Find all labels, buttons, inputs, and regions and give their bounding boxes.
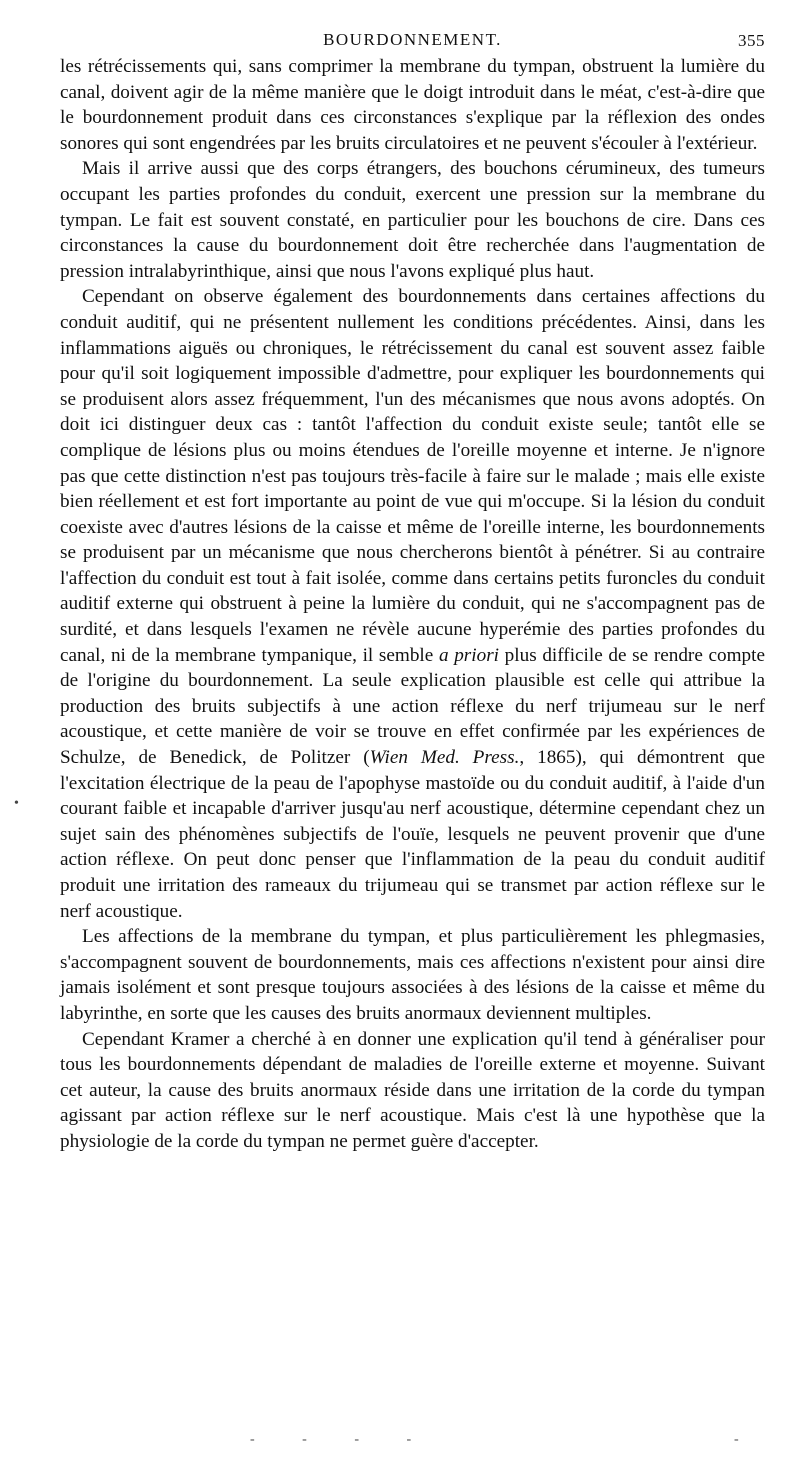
paragraph-3-part-c: , 1865), qui démontrent que l'excitation électrique de la peau de l'apophyse mastoïde ou du conduit auditif, à l'aide d'un courant faible et incapable d'arriver jusqu'au nerf acoustique, détermine cependant chez un sujet sain des phénomènes subjectifs de l'ouïe, lesquels ne peuvent provenir que d'une action réflexe. On peut donc penser que l'inflammation de la peau du conduit auditif produit une irritation des rameaux du trijumeau qui se transmet par action réflexe sur le nerf acoustique. xyxy=(60,747,765,922)
paragraph-4: Les affections de la membrane du tympan, et plus particulièrement les phlegmasies, s'accompagnent souvent de bourdonnements, mais ces affections n'existent pour ainsi dire jamais isolément et sont presque toujours associées à des lésions de la caisse et même du labyrinthe, en sorte que les causes des bruits anormaux deviennent multiples. xyxy=(60,926,765,1024)
page-number: 355 xyxy=(738,31,765,50)
paragraph-5: Cependant Kramer a cherché à en donner une explication qu'il tend à généraliser pour tous les bourdonnements dépendant de maladies de l'oreille externe et moyenne. Suivant cet auteur, la cause des bruits anormaux réside dans une irritation de la corde du tympan agissant par action réflexe sur le nerf acoustique. Mais c'est là une hypothèse que la physiologie de la corde du tympan ne permet guère d'accepter. xyxy=(60,1028,765,1152)
body-text xyxy=(60,54,765,1155)
paragraph-2: Mais il arrive aussi que des corps étrangers, des bouchons cérumineux, des tumeurs occupant les parties profondes du conduit, exercent une pression sur la membrane du tympan. Le fait est souvent constaté, en particulier pour les bouchons de cire. Dans ces circonstances la cause du bourdonnement doit être recherchée dans l'augmentation de pression intralabyrinthique, ainsi que nous l'avons expliqué plus haut. xyxy=(60,158,765,282)
page-header xyxy=(60,30,765,54)
italic-citation: Wien Med. Press. xyxy=(369,747,520,769)
footer-dashes: - - - - xyxy=(250,1432,434,1447)
paragraph-1: les rétrécissements qui, sans comprimer la membrane du tympan, obstruent la lumière du canal, doivent agir de la même manière que le doigt introduit dans le méat, c'est-à-dire que le bourdonnement produit dans ces circonstances s'explique par la réflexion des ondes sonores qui sont engendrées par les bruits circulatoires et ne peuvent s'écouler à l'extérieur. xyxy=(60,56,765,154)
paragraph-3-part-b: plus difficile de se rendre compte de l'origine du bourdonnement. La seule explication plausible est celle qui attribue la production des bruits subjectifs à une action réflexe du nerf trijumeau sur le nerf acoustique, et cette manière de voir se trouve en effet confirmée par les expériences de Schulze, de Benedick, de Politzer ( xyxy=(60,644,765,769)
italic-a-priori: a priori xyxy=(438,644,499,666)
book-page xyxy=(60,30,765,1155)
running-title: BOURDONNEMENT. xyxy=(323,30,502,49)
margin-mark: • xyxy=(14,796,19,811)
paragraph-3 xyxy=(60,284,765,924)
footer-dash-right: - xyxy=(734,1432,739,1447)
paragraph-3-part-a: Cependant on observe également des bourdonnements dans certaines affections du conduit auditif, qui ne présentent nullement les conditions précédentes. Ainsi, dans les inflammations aiguës ou chroniques, le rétrécissement du canal est souvent assez faible pour qu'il soit logiquement impossible d'admettre, pour expliquer les bourdonnements qui se produisent alors assez fréquemment, l'un des mécanismes que nous avons adoptés. On doit ici distinguer deux cas : tantôt l'affection du conduit existe seule; tantôt elle se complique de lésions plus ou moins étendues de l'oreille moyenne et interne. Je n'ignore pas que cette distinction n'est pas toujours très-facile à faire sur le malade ; mais elle existe bien réellement et est fort importante au point de vue qui m'occupe. Si la lésion du conduit coexiste avec d'autres lésions de la caisse et même de l'oreille interne, les bourdonnements se produisent par un mécanisme que nous chercherons bientôt à pénétrer. Si au contraire l'affection du conduit est tout à fait isolée, comme dans certains petits furoncles du conduit auditif externe qui obstruent à peine la lumière du conduit, qui ne s'accompagnent pas de surdité, et dans lesquels l'examen ne révèle aucune hyperémie des parties profondes du canal, ni de la membrane tympanique, il semble xyxy=(60,286,765,666)
